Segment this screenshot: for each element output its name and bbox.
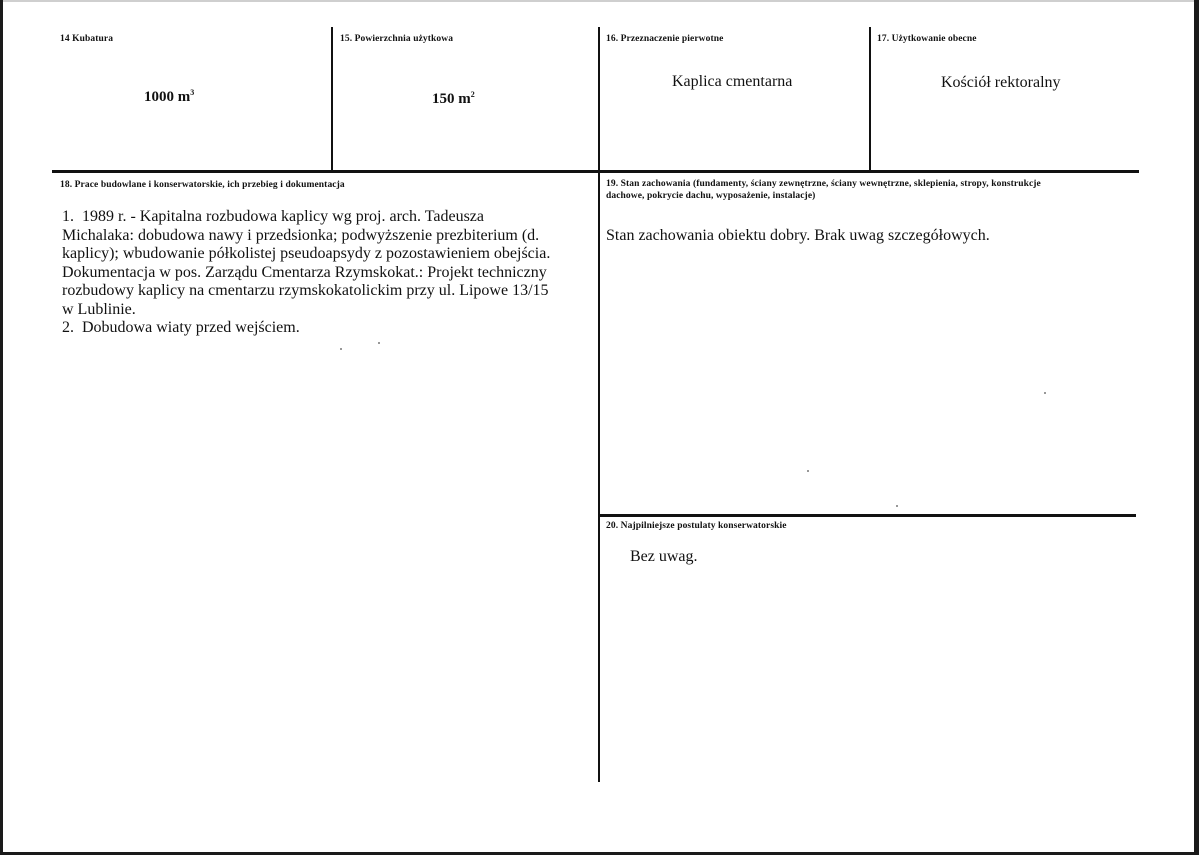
field-16-value: Kaplica cmentarna <box>672 73 793 90</box>
item-line: rozbudowy kaplicy na cmentarzu rzymskokatolickim przy ul. Lipowe 13/15 <box>62 282 549 299</box>
field-19-value: Stan zachowania obiektu dobry. Brak uwag szczegółowych. <box>606 227 990 244</box>
scan-speck <box>340 348 342 350</box>
field-20-label: 20. Najpilniejsze postulaty konserwatorskie <box>606 521 787 531</box>
field-20-value: Bez uwag. <box>630 548 698 565</box>
scan-edge-right <box>1194 0 1199 855</box>
item-line: kaplicy); wbudowanie półkolistej pseudoapsydy z pozostawieniem obejścia. <box>62 245 551 262</box>
field-14-label: 14 Kubatura <box>60 34 114 44</box>
field-18-label: 18. Prace budowlane i konserwatorskie, ich przebieg i dokumentacja <box>60 180 345 190</box>
scan-edge-top <box>0 0 1199 2</box>
field-15-label: 15. Powierzchnia użytkowa <box>340 34 454 44</box>
item-first-line: 1989 r. - Kapitalna rozbudowa kaplicy wg proj. arch. Tadeusza <box>82 208 485 225</box>
divider-19-20 <box>598 514 1136 517</box>
field-19-label: 19. Stan zachowania (fundamenty, ściany zewnętrzne, ściany wewnętrzne, sklepienia, stropy, konstrukcje dachowe, pokrycie dachu, wyposażenie, instalacje) <box>606 179 1041 201</box>
scan-speck <box>807 470 809 472</box>
field-14-value: 1000 $m^3$ <box>144 88 195 105</box>
field-16-label: 16. Przeznaczenie pierwotne <box>606 34 724 44</box>
works-list <box>62 208 597 338</box>
item-first-line: Dobudowa wiaty przed wejściem. <box>82 319 300 336</box>
divider-14-15 <box>331 27 333 171</box>
scan-speck <box>1044 392 1046 394</box>
scan-speck <box>378 342 380 344</box>
field-17-value: Kościół rektoralny <box>941 74 1061 91</box>
item-line: Michalaka: dobudowa nawy i przedsionka; podwyższenie prezbiterium (d. <box>62 226 540 244</box>
divider-row1 <box>52 170 1139 173</box>
item-line: w Lublinie. <box>62 300 136 318</box>
divider-center <box>598 27 600 782</box>
scan-speck <box>896 505 898 507</box>
item-line: Dokumentacja w pos. Zarządu Cmentarza Rzymskokat.: Projekt techniczny <box>62 263 547 281</box>
field-15-value: 150 $m^2$ <box>432 90 475 107</box>
field-17-label: 17. Użytkowanie obecne <box>877 34 977 44</box>
works-list-item: 2. Dobudowa wiaty przed wejściem. <box>62 319 300 336</box>
divider-16-17 <box>869 27 871 171</box>
works-list-item: 1. 1989 r. - Kapitalna rozbudowa kaplicy wg proj. arch. Tadeusza Michalaka: dobudowa nawy i przedsionka; podwyższenie prezbiterium (d. kaplicy); wbudowanie półkolistej pseudoapsydy z pozostawieniem obejścia. Dokumentacja w pos. Zarządu Cmentarza Rzymskokat.: Projekt techniczny rozbudowy kaplicy na cmentarzu rzymskokatolickim przy ul. Lipowe 13/15 w Lublinie. <box>62 208 597 319</box>
scan-edge-left <box>0 0 3 855</box>
